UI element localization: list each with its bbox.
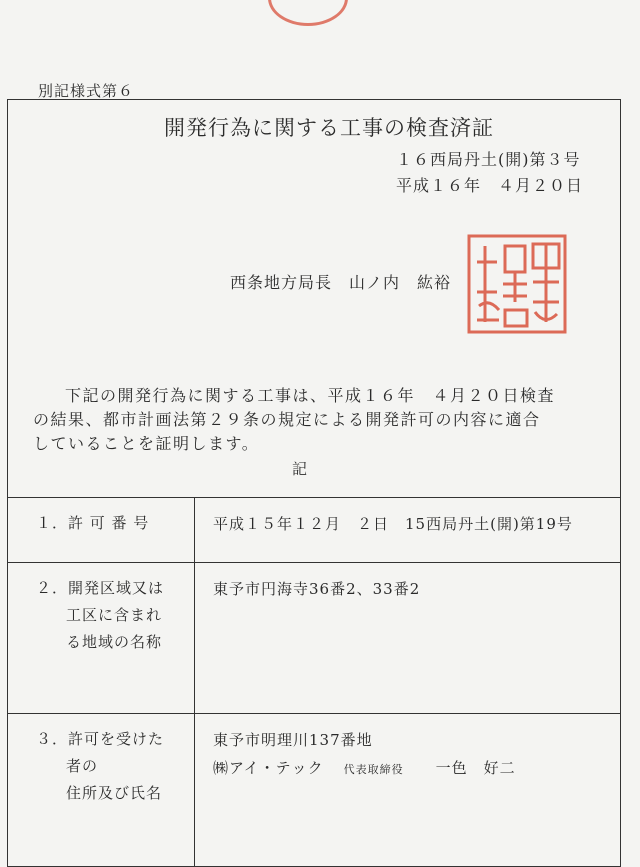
permittee-name-line xyxy=(213,754,620,784)
certification-line-3: していることを証明します。 xyxy=(33,434,260,453)
certification-text xyxy=(33,384,593,456)
area-name-label: ２．開発区域又は 工区に含まれ る地域の名称 xyxy=(8,563,195,714)
permit-number-label: １．許 可 番 号 xyxy=(8,498,195,563)
table-row-permit-number xyxy=(8,498,621,563)
form-label: 別記様式第６ xyxy=(38,82,135,100)
table-row-area-name xyxy=(8,563,621,714)
permit-number-value: 平成１５年１２月 ２日 15西局丹土(開)第19号 xyxy=(195,498,621,563)
ki-heading: 記 xyxy=(292,460,308,478)
top-seal-stamp xyxy=(268,0,348,26)
certification-line-2: の結果、都市計画法第２９条の規定による開発許可の内容に適合 xyxy=(33,410,541,429)
permittee-company: ㈱アイ・テック xyxy=(213,759,324,777)
permittee-label: ３．許可を受けた 者の 住所及び氏名 xyxy=(8,714,195,867)
details-table xyxy=(7,497,621,867)
permittee-address: 東予市明理川137番地 xyxy=(213,731,373,749)
permittee-value xyxy=(195,714,621,867)
issuer-name: 西条地方局長 山ノ内 紘裕 xyxy=(230,273,452,292)
area-name-value: 東予市円海寺36番2、33番2 xyxy=(195,563,621,714)
document-title: 開発行為に関する工事の検査済証 xyxy=(164,116,494,140)
certification-line-1: 下記の開発行為に関する工事は、平成１６年 ４月２０日検査 xyxy=(65,386,556,405)
official-seal-stamp xyxy=(465,232,569,336)
permittee-person: 一色 好二 xyxy=(435,759,516,777)
document-date: 平成１６年 ４月２０日 xyxy=(396,176,584,195)
document-number: １６西局丹土(開)第３号 xyxy=(396,150,581,169)
permittee-role: 代表取締役 xyxy=(343,763,404,776)
table-row-permittee xyxy=(8,714,621,867)
